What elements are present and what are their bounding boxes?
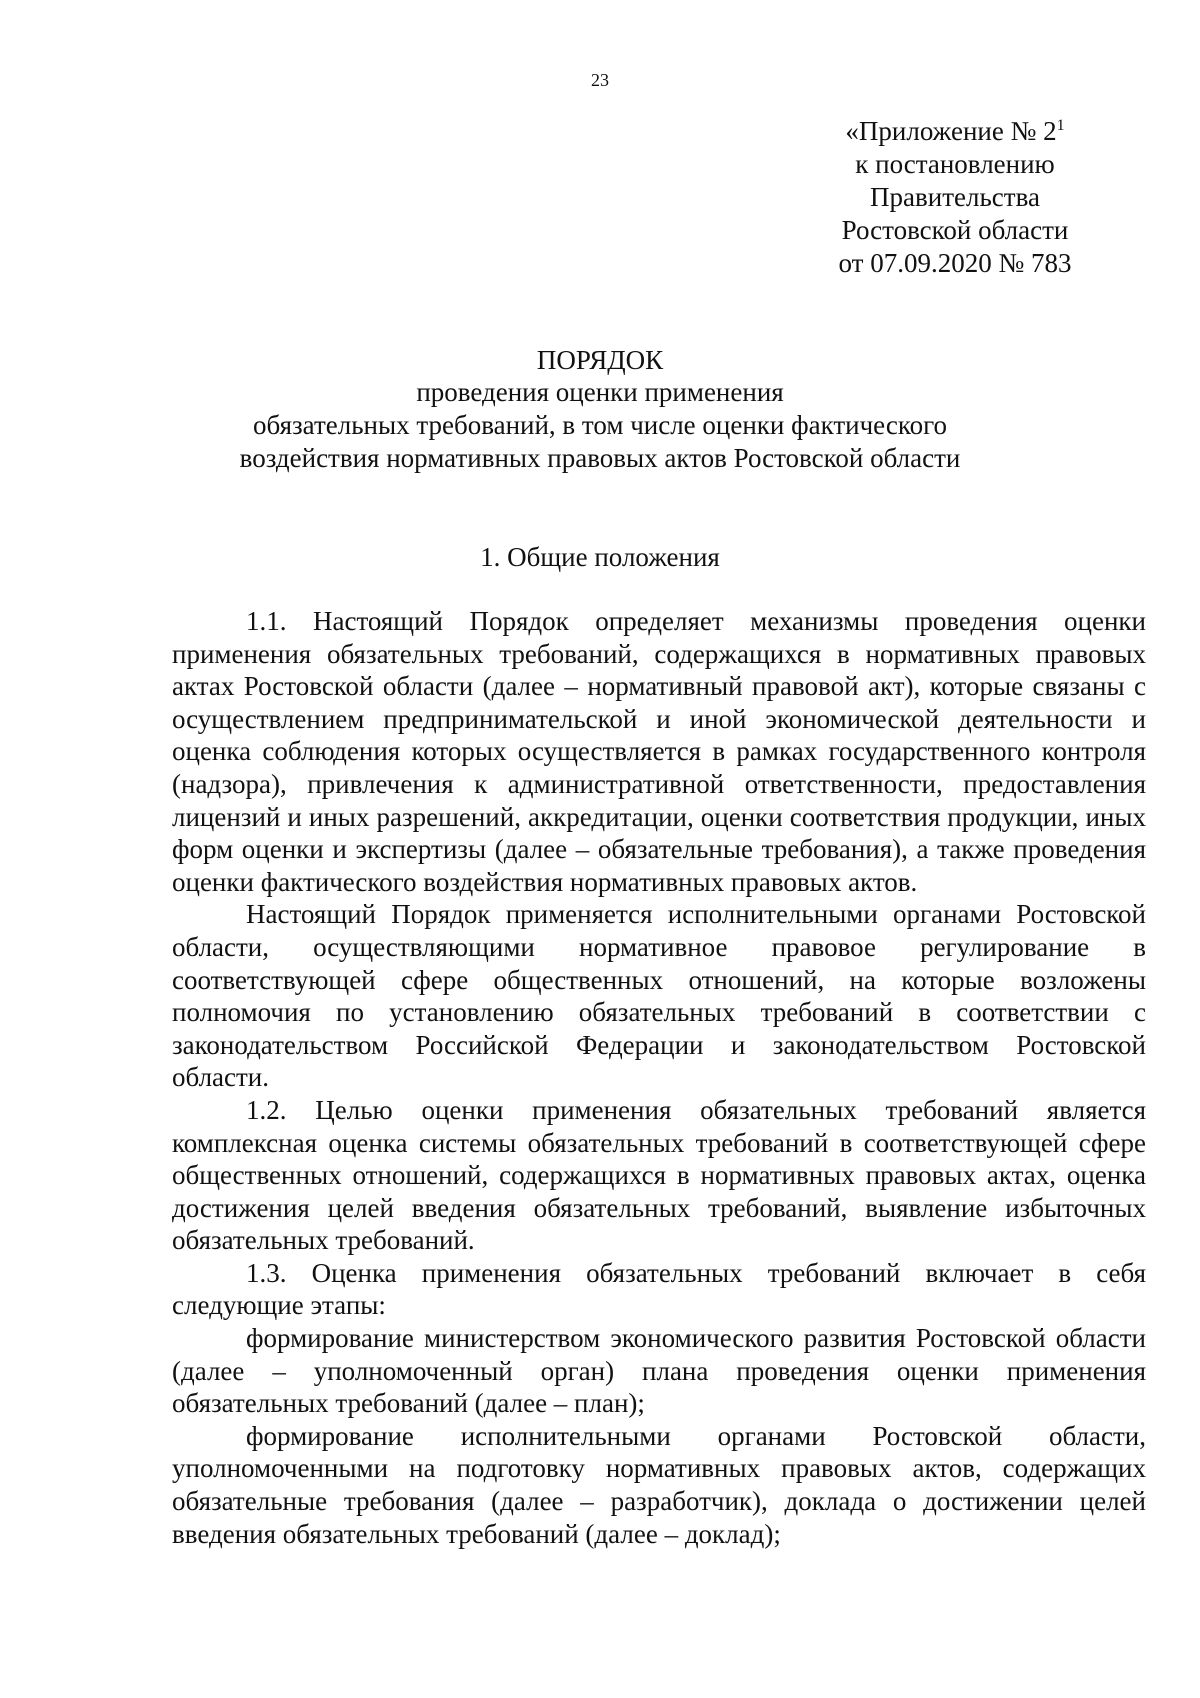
- paragraph-stage-plan: формирование министерством экономического развития Ростовской области (далее – уполномоченный орган) плана проведения оценки применения обязательных требований (далее – план);: [172, 1323, 1146, 1419]
- annex-superscript: 1: [1056, 117, 1065, 134]
- annex-line-1: [830, 115, 1080, 148]
- annex-line-4: Ростовской области: [841, 215, 1069, 245]
- subtitle-line-3: воздействия нормативных правовых актов Ростовской области: [239, 443, 961, 473]
- annex-line-3: Правительства: [870, 182, 1040, 212]
- subtitle-line-1: проведения оценки применения: [416, 377, 784, 407]
- annex-line-2: к постановлению: [855, 149, 1055, 179]
- annex-block: [830, 115, 1080, 280]
- document-subtitle: [170, 376, 1030, 475]
- paragraph-1-3: 1.3. Оценка применения обязательных требований включает в себя следующие этапы:: [172, 1257, 1146, 1321]
- paragraph-1-1: 1.1. Настоящий Порядок определяет механизмы проведения оценки применения обязательных требований, содержащихся в нормативных правовых актах Ростовской области (далее – нормативный правовой акт), которые связаны с осуществлением предпринимательской и иной экономической деятельности и оценка соблюдения которых осуществляется в рамках государственного контроля (надзора), привлечения к административной ответственности, предоставления лицензий и иных разрешений, аккредитации, оценки соответствия продукции, иных форм оценки и экспертизы (далее – обязательные требования), а также проведения оценки фактического воздействия нормативных правовых актов.: [172, 606, 1146, 897]
- page-number: 23: [591, 70, 609, 90]
- document-title: ПОРЯДОК: [536, 345, 664, 375]
- body-text: [172, 605, 1146, 1550]
- section-heading: 1. Общие положения: [480, 542, 720, 572]
- annex-title: «Приложение № 2: [845, 116, 1057, 146]
- paragraph-scope: Настоящий Порядок применяется исполнительными органами Ростовской области, осуществляющими нормативное правовое регулирование в соответствующей сфере общественных отношений, на которые возложены полномочия по установлению обязательных требований в соответствии с законодательством Российской Федерации и законодательством Ростовской области.: [172, 899, 1146, 1093]
- paragraph-stage-report: формирование исполнительными органами Ростовской области, уполномоченными на подготовку нормативных правовых актов, содержащих обязательные требования (далее – разработчик), доклада о достижении целей введения обязательных требований (далее – доклад);: [172, 1420, 1146, 1549]
- subtitle-line-2: обязательных требований, в том числе оценки фактического: [253, 410, 947, 440]
- paragraph-1-2: 1.2. Целью оценки применения обязательных требований является комплексная оценка системы обязательных требований в соответствующей сфере общественных отношений, содержащихся в нормативных правовых актах, оценка достижения целей введения обязательных требований, выявление избыточных обязательных требований.: [172, 1094, 1146, 1256]
- annex-line-5: от 07.09.2020 № 783: [838, 248, 1072, 278]
